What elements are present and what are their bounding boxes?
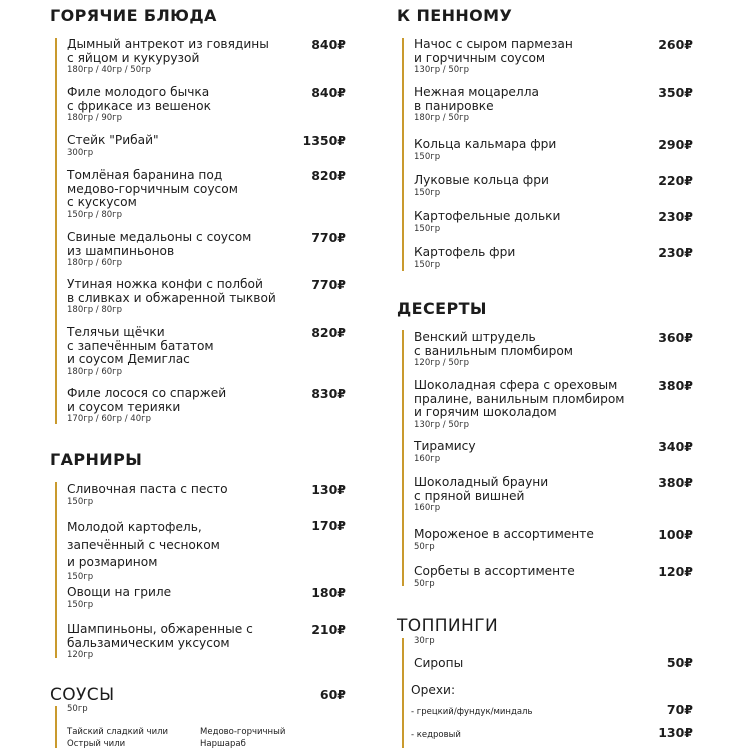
sides-rule bbox=[55, 482, 57, 658]
desserts-title: ДЕСЕРТЫ bbox=[397, 299, 487, 318]
item-weight: 120гр / 50гр bbox=[414, 358, 470, 368]
item-price: 290₽ bbox=[658, 137, 693, 152]
item-weight: 120гр bbox=[67, 650, 94, 660]
toppings-rule bbox=[402, 638, 404, 748]
hot-dishes-rule bbox=[55, 38, 57, 424]
item-weight: 160гр bbox=[414, 503, 441, 513]
item-name: Дымный антрекот из говядины с яйцом и кукурузой bbox=[67, 37, 269, 65]
item-price: 210₽ bbox=[311, 622, 346, 637]
item-price: 230₽ bbox=[658, 209, 693, 224]
nuts-label: Орехи: bbox=[411, 683, 456, 697]
item-weight: 180гр / 90гр bbox=[67, 113, 123, 123]
item-name: Филе лосося со спаржей и соусом терияки bbox=[67, 386, 227, 414]
item-price: 130₽ bbox=[311, 482, 346, 497]
sauces-price: 60₽ bbox=[319, 687, 346, 702]
item-price: 840₽ bbox=[311, 85, 346, 100]
sauce-name: Наршараб bbox=[200, 739, 246, 749]
sauce-name: Тайский сладкий чили bbox=[67, 727, 169, 737]
item-price: 220₽ bbox=[658, 173, 693, 188]
item-price: 770₽ bbox=[311, 277, 346, 292]
item-name: Телячьи щёчки с запечённым бататом и соусом Демиглас bbox=[67, 325, 214, 366]
item-name: Шампиньоны, обжаренные с бальзамическим уксусом bbox=[67, 622, 253, 650]
item-name: Шоколадная сфера с ореховым пралине, ванильным пломбиром и горячим шоколадом bbox=[414, 378, 625, 419]
topping-name: - грецкий/фундук/миндаль bbox=[411, 707, 533, 717]
item-name: Томлёная баранина под медово-горчичным соусом с кускусом bbox=[67, 168, 238, 209]
topping-price: 70₽ bbox=[666, 702, 693, 717]
sides-title: ГАРНИРЫ bbox=[50, 450, 143, 469]
item-name: Начос с сыром пармезан и горчичным соусом bbox=[414, 37, 573, 65]
item-weight: 180гр / 80гр bbox=[67, 305, 123, 315]
item-price: 380₽ bbox=[658, 378, 693, 393]
desserts-rule bbox=[402, 330, 404, 586]
item-price: 820₽ bbox=[311, 325, 346, 340]
item-name: Мороженое в ассортименте bbox=[414, 527, 594, 541]
item-price: 840₽ bbox=[311, 37, 346, 52]
item-name: Овощи на гриле bbox=[67, 585, 172, 599]
sauces-title: СОУСЫ bbox=[50, 685, 115, 705]
item-weight: 160гр bbox=[414, 453, 441, 464]
item-name: Сливочная паста с песто bbox=[67, 482, 228, 496]
item-name: Кольца кальмара фри bbox=[414, 137, 557, 151]
item-price: 360₽ bbox=[658, 330, 693, 345]
item-name: Тирамису bbox=[414, 439, 476, 453]
item-price: 1350₽ bbox=[302, 133, 346, 148]
beer-snacks-rule bbox=[402, 38, 404, 271]
hot-dishes-title: ГОРЯЧИЕ БЛЮДА bbox=[50, 6, 217, 25]
item-weight: 150гр bbox=[67, 599, 94, 610]
item-name: Картофель фри bbox=[414, 245, 516, 259]
sauces-weight: 50гр bbox=[67, 704, 88, 714]
item-weight: 300гр bbox=[67, 147, 94, 158]
item-weight: 180гр / 60гр bbox=[67, 366, 123, 377]
item-weight: 150гр bbox=[67, 571, 94, 582]
item-weight: 180гр / 50гр bbox=[414, 113, 470, 123]
item-name: Свиные медальоны с соусом из шампиньонов bbox=[67, 230, 252, 258]
item-price: 820₽ bbox=[311, 168, 346, 183]
item-name: Нежная моцарелла в панировке bbox=[414, 85, 539, 113]
item-weight: 150гр bbox=[414, 223, 441, 234]
item-weight: 180гр / 40гр / 50гр bbox=[67, 65, 151, 75]
topping-price: 130₽ bbox=[658, 725, 693, 740]
sauce-name: Медово-горчичный bbox=[200, 727, 286, 737]
item-weight: 50гр bbox=[414, 541, 435, 552]
item-weight: 130гр / 50гр bbox=[414, 419, 470, 430]
item-weight: 150гр bbox=[414, 187, 441, 198]
item-name: Стейк "Рибай" bbox=[67, 133, 159, 147]
item-name: Венский штрудель с ванильным пломбиром bbox=[414, 330, 573, 358]
item-price: 230₽ bbox=[658, 245, 693, 260]
item-name: Сорбеты в ассортименте bbox=[414, 564, 575, 578]
item-price: 100₽ bbox=[658, 527, 693, 542]
item-weight: 150гр bbox=[67, 496, 94, 507]
sauce-name: Острый чили bbox=[67, 739, 126, 749]
sauces-rule bbox=[55, 706, 57, 748]
item-weight: 150гр bbox=[414, 259, 441, 270]
item-price: 770₽ bbox=[311, 230, 346, 245]
item-price: 830₽ bbox=[311, 386, 346, 401]
item-weight: 150гр / 80гр bbox=[67, 209, 123, 220]
item-weight: 150гр bbox=[414, 151, 441, 162]
item-name: Картофельные дольки bbox=[414, 209, 561, 223]
item-price: 170₽ bbox=[311, 518, 346, 533]
item-name: Молодой картофель, запечённый с чесноком и розмарином bbox=[67, 520, 220, 569]
item-name: Луковые кольца фри bbox=[414, 173, 549, 187]
item-price: 380₽ bbox=[658, 475, 693, 490]
topping-name: Сиропы bbox=[414, 656, 464, 670]
item-name: Филе молодого бычка с фрикасе из вешенок bbox=[67, 85, 211, 113]
topping-price: 50₽ bbox=[666, 655, 693, 670]
item-price: 120₽ bbox=[658, 564, 693, 579]
item-price: 350₽ bbox=[658, 85, 693, 100]
item-price: 260₽ bbox=[658, 37, 693, 52]
topping-name: - кедровый bbox=[411, 730, 461, 740]
toppings-title: ТОППИНГИ bbox=[397, 616, 499, 636]
item-weight: 170гр / 60гр / 40гр bbox=[67, 414, 151, 424]
item-name: Шоколадный брауни с пряной вишней bbox=[414, 475, 549, 503]
item-price: 340₽ bbox=[658, 439, 693, 454]
item-weight: 50гр bbox=[414, 578, 435, 589]
item-weight: 180гр / 60гр bbox=[67, 258, 123, 268]
item-name: Утиная ножка конфи с полбой в сливках и обжаренной тыквой bbox=[67, 277, 276, 305]
toppings-weight: 30гр bbox=[414, 636, 435, 646]
beer-snacks-title: К ПЕННОМУ bbox=[397, 6, 513, 25]
item-price: 180₽ bbox=[311, 585, 346, 600]
item-weight: 130гр / 50гр bbox=[414, 65, 470, 75]
